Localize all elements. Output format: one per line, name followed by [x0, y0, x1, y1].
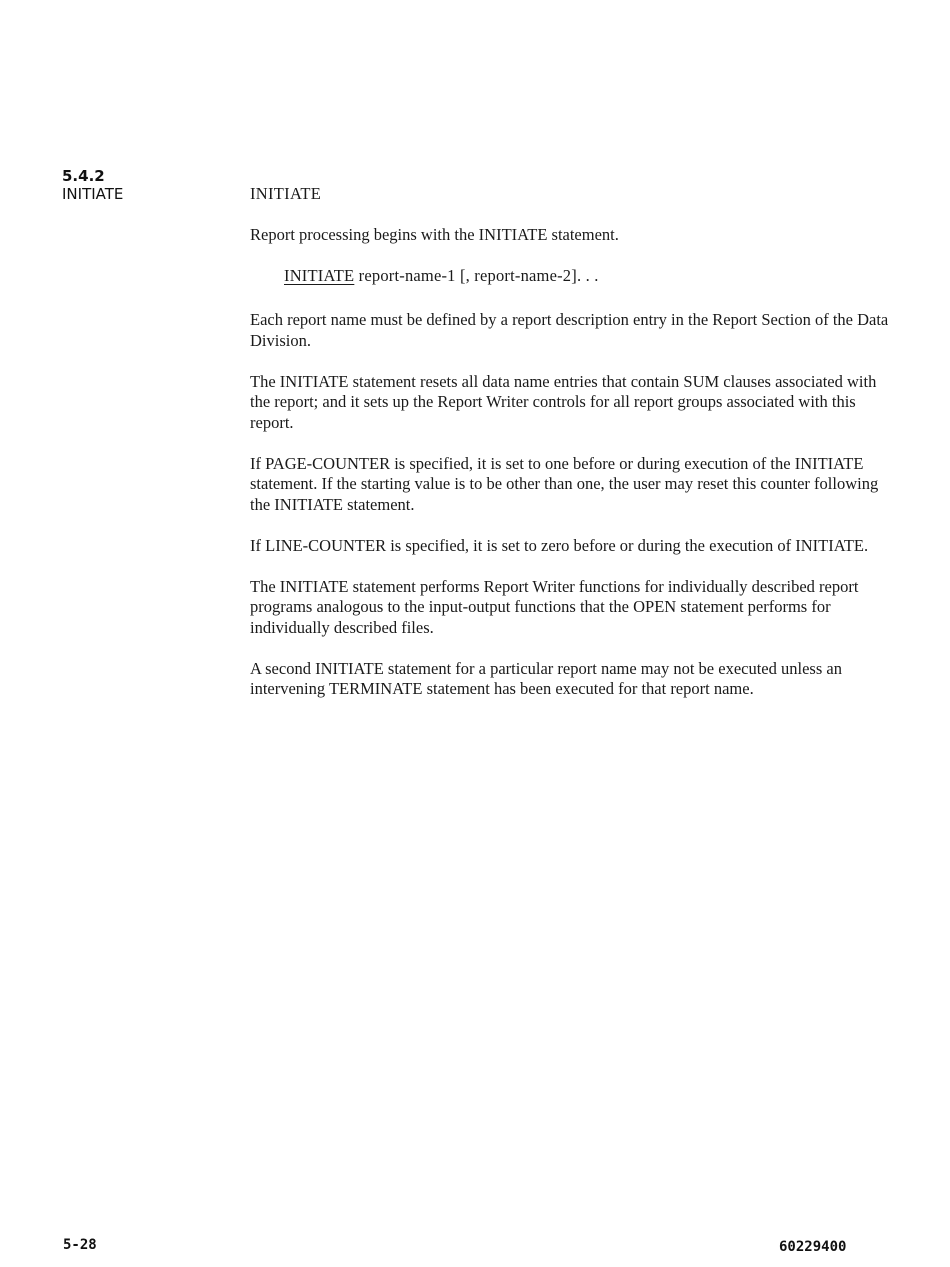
- page-number: 5-28: [63, 1237, 97, 1253]
- main-content: [250, 184, 895, 720]
- paragraph-analogy: The INITIATE statement performs Report Writer functions for individually described report programs analogous to the input-output functions that the OPEN statement performs for individually described files.: [250, 576, 859, 637]
- page-title: INITIATE: [250, 184, 322, 203]
- syntax-arguments: report-name-1 [, report-name-2]. . .: [354, 265, 599, 285]
- paragraph-report-definition: Each report name must be defined by a report description entry in the Report Section of the Data Division.: [250, 310, 889, 350]
- section-number: 5.4.2: [62, 167, 105, 185]
- paragraph-page-counter: If PAGE-COUNTER is specified, it is set to one before or during execution of the INITIATE statement. If the starting value is to be other than one, the user may reset this counter following the INITIATE statement.: [250, 453, 879, 514]
- paragraph-line-counter: If LINE-COUNTER is specified, it is set to zero before or during the execution of INITIATE.: [250, 535, 869, 555]
- intro-paragraph: Report processing begins with the INITIATE statement.: [250, 224, 619, 244]
- document-number: 60229400: [779, 1239, 847, 1255]
- section-title: INITIATE: [62, 185, 124, 203]
- syntax-format: [284, 266, 895, 287]
- section-heading: [62, 167, 123, 203]
- paragraph-resets: The INITIATE statement resets all data name entries that contain SUM clauses associated with the report; and it sets up the Report Writer controls for all report groups associated with this report.: [250, 371, 877, 432]
- paragraph-second-initiate: A second INITIATE statement for a particular report name may not be executed unless an intervening TERMINATE statement has been executed for that report name.: [250, 658, 842, 698]
- syntax-keyword: INITIATE: [284, 265, 355, 285]
